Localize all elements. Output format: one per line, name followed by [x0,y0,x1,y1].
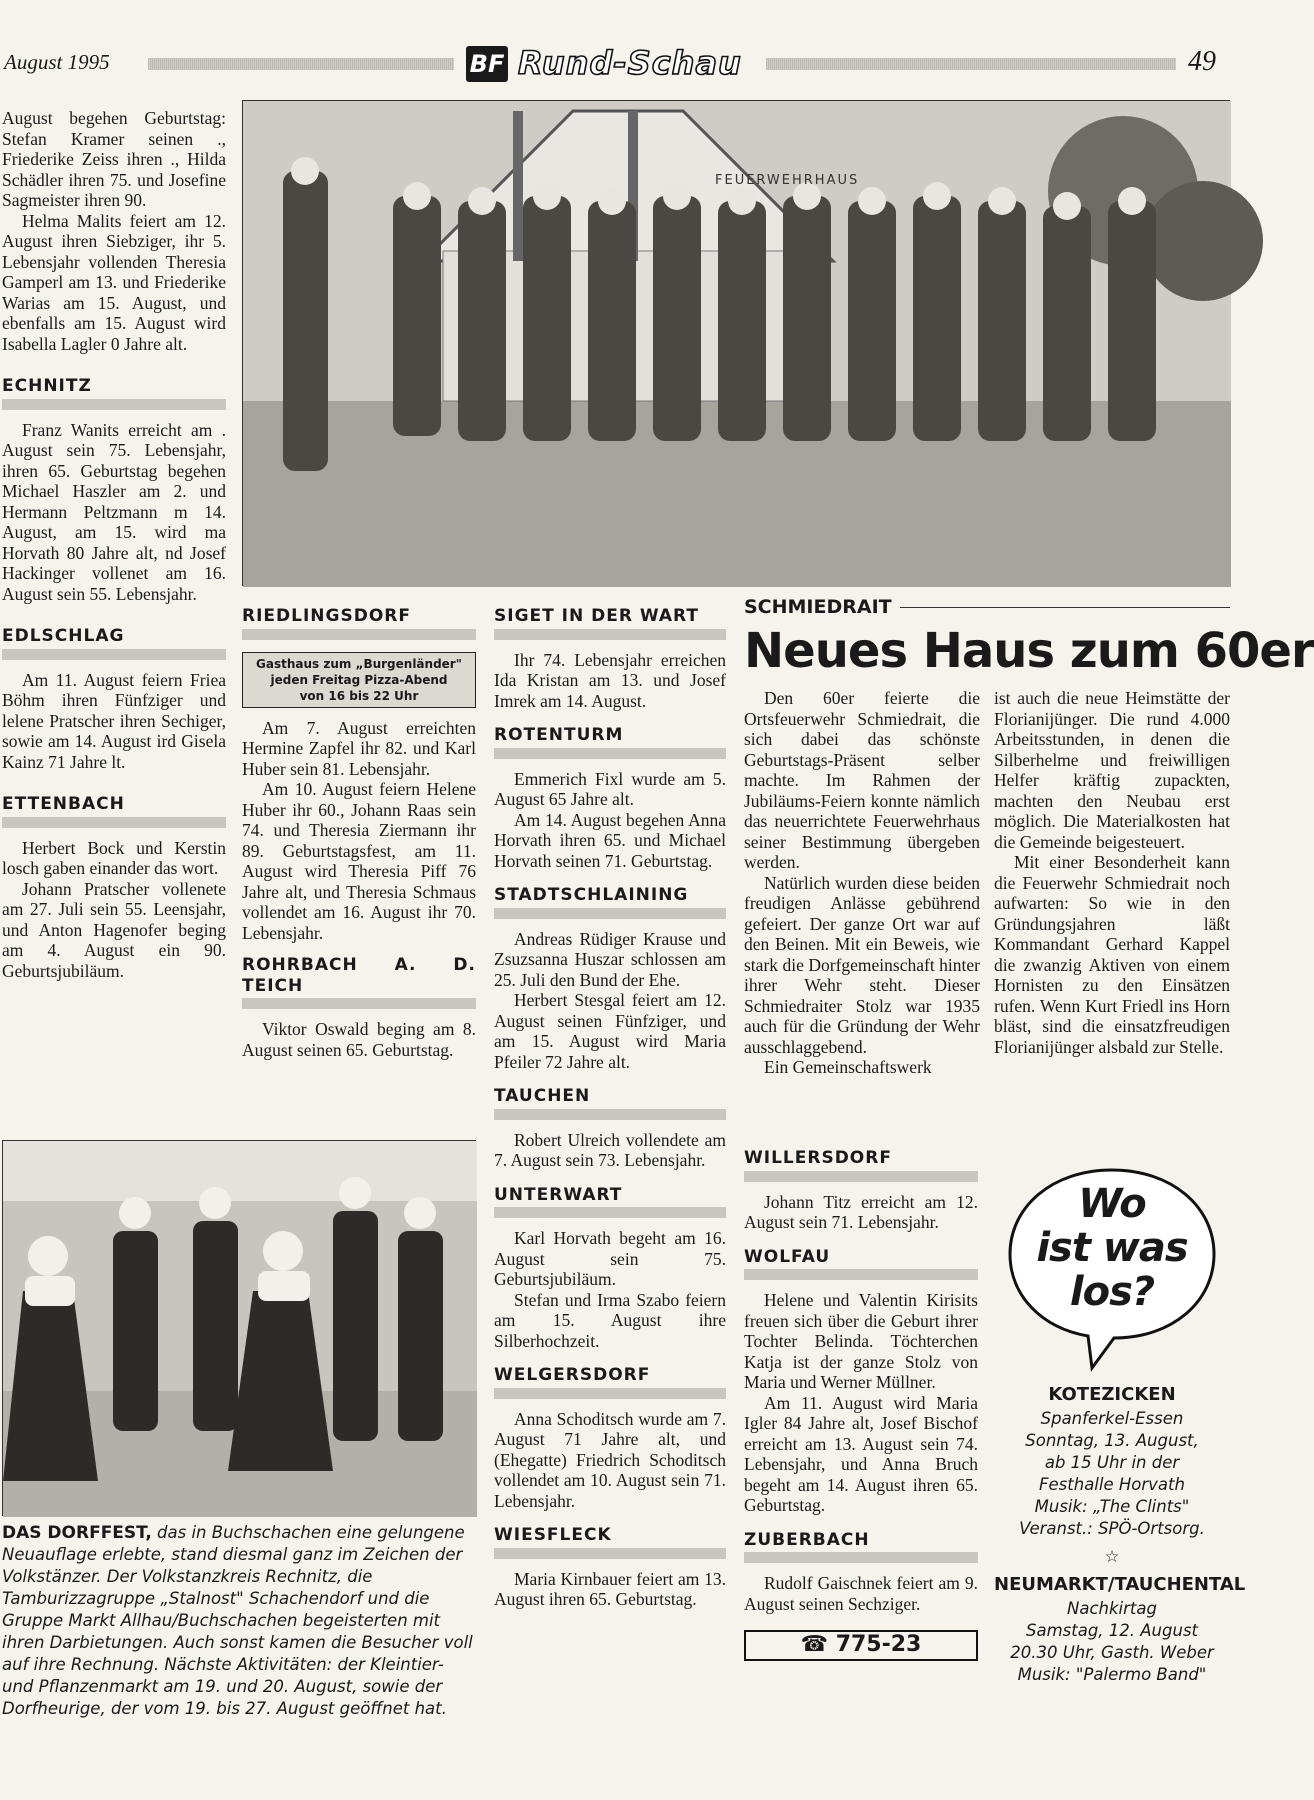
section-heading: ECHNITZ [2,376,226,410]
col3-paragraph: Robert Ulreich vollendete am 7. August sein 73. Lebensjahr. [494,1129,726,1170]
col1-paragraph: Franz Wanits erreicht am . August sein 75. Lebensjahr, ihren 65. Geburtstag begehen Michael Haszler am 2. und Hermann Peltzmann m 14. August, am 15. wird ma Horvath 80 Jahre alt, nd Josef Hackinger vollenet am 16. August sein 55. Lebensjahr. [2,419,226,604]
caption-text: das in Buchschachen eine gelungene Neuauflage erlebte, stand diesmal ganz im Zeichen der Volkstänzer. Der Volkstanzkreis Rechnitz, die Tamburizzagruppe „Stalnost" Schachendorf und die Gruppe Markt Allhau/Buchschachen begeisterten mit ihren Darbietungen. Auch sonst kamen die Besucher voll auf ihre Rechnung. Nächste Aktivitäten: der Kleintier- und Pflanzenmarkt am 19. und 20. August, sowie der Dorfheurige, der vom 19. bis 27. August geöffnet hat. [2,1523,473,1718]
col2-paragraph: Am 7. August erreichten Hermine Zapfel ihr 82. und Karl Huber sein 81. Lebensjahr. [242,717,476,779]
event-line: Musik: „The Clints" [1034,1497,1190,1516]
section-heading: WILLERSDORF [744,1148,978,1182]
event-line: 20.30 Uhr, Gasth. Weber [1010,1643,1214,1662]
column-4 [744,1148,978,1661]
issue-date: August 1995 [4,50,110,74]
folk-dance-illustration [3,1141,477,1517]
col1-paragraph: August begehen Geburtstag: Stefan Kramer seinen ., Friederike Zeiss ihren ., Hilda Schädler ihren 75. und Josefine Sagmeister ihren 90. [2,108,226,210]
feature-paragraph: Ein Gemeinschaftswerk [764,1057,932,1077]
section-heading: ROHRBACH A. D. TEICH [242,955,476,1009]
col4-paragraph: Helene und Valentin Kirisits freuen sich über die Geburt ihrer Tochter Belinda. Töchterchen Katja ist der ganze Stolz von Maria und Werner Müllner. [744,1290,978,1392]
ad-line: jeden Freitag Pizza-Abend [270,672,448,687]
bubble-line: ist was [1036,1225,1188,1271]
feature-paragraph: Mit einer Besonderheit kann die Feuerwehr Schmiedrait noch aufwarten: So wie in den Gründungsjahren läßt Kommandant Gerhard Kappel die zwanzig Aktiven von einem Hornisten zu den Einsätzen rufen. Wenn Kurt Friedl ins Horn bläst, sind die einsatzfreudigen Florianijünger alsbald zur Stelle. [994,852,1230,1057]
masthead-title: Rund-Schau [518,44,742,82]
section-heading: WOLFAU [744,1247,978,1281]
event-title: NEUMARKT/TAUCHENTAL [994,1574,1246,1595]
section-heading: EDLSCHLAG [2,626,226,660]
section-heading: STADTSCHLAINING [494,885,726,919]
col3-paragraph: Andreas Rüdiger Krause und Zsuzsanna Huszar schlossen am 25. Juli den Bund der Ehe. [494,928,726,990]
col3-paragraph: Anna Schoditsch wurde am 7. August 71 Jahre alt, und (Ehegatte) Friedrich Schoditsch vollendet am 10. August sein 71. Lebensjahr. [494,1408,726,1511]
section-heading: ETTENBACH [2,794,226,828]
event-kotezicken [994,1384,1230,1540]
event-title: KOTEZICKEN [1048,1384,1176,1405]
phone-number-box [744,1630,978,1661]
col3-paragraph: Herbert Stesgal feiert am 12. August seinen Fünfziger, und am 15. August wird Maria Pfeiler 72 Jahre alt. [494,990,726,1072]
column-2 [242,606,476,1060]
section-heading: WELGERSDORF [494,1365,726,1399]
phone-number: 775-23 [835,1632,922,1657]
header-rule-left [148,58,454,70]
logo-text: BF [469,50,505,78]
ad-gasthaus [242,652,476,708]
section-heading: ROTENTURM [494,725,726,759]
caption-lead: DAS DORFFEST, [2,1523,152,1543]
event-line: Samstag, 12. August [1025,1621,1199,1640]
phone-icon: ☎ [800,1632,836,1657]
feature-paragraph: ist auch die neue Heimstätte der Florianijünger. Die rund 4.000 Arbeitsstunden, in denen die Silberhelme und freiwilligen Helfer kräftig zupackten, machten den Neubau erst möglich. Die Materialkosten hat die Gemeinde beigesteuert. [994,688,1230,852]
col3-paragraph: Karl Horvath begeht am 16. August sein 75. Geburtsjubiläum. [494,1228,726,1289]
col3-paragraph: Emmerich Fixl wurde am 5. August 65 Jahre alt. [494,768,726,809]
col1-paragraph: Helma Malits feiert am 12. August ihren Siebziger, ihr 5. Lebensjahr vollenden Theresia Gamperl am 13. und Friederike Warias am 15. August, und ebenfalls am 15. August wird Isabella Lagler 0 Jahre alt. [2,210,226,354]
event-line: Festhalle Horvath [1039,1475,1185,1494]
feature-article [744,596,1314,1078]
section-heading: SIGET IN DER WART [494,606,726,640]
ad-line: Gasthaus zum „Burgenländer" [256,656,462,671]
col3-paragraph: Ihr 74. Lebensjahr erreichen Ida Kristan am 13. und Josef Imrek am 14. August. [494,649,726,711]
events-box [994,1162,1246,1686]
feature-col-a [744,688,980,1078]
kicker-rule [900,607,1230,608]
page-header [0,44,1249,88]
section-heading: TAUCHEN [494,1086,726,1120]
column-3 [494,606,726,1610]
feature-kicker-row [744,596,1230,618]
feature-paragraph: Den 60er feierte die Ortsfeuerwehr Schmiedrait, die sich dabei das schönste Geburtstags-Präsent selber machte. Im Rahmen der Jubiläums-Feiern konnte nämlich das neuerrichtete Feuerwehrhaus seiner Bestimmung übergeben werden. [744,688,980,872]
section-heading: ZUBERBACH [744,1530,978,1564]
ad-line: von 16 bis 22 Uhr [299,688,419,703]
col1-paragraph: Am 11. August feiern Friea Böhm ihren Fünfziger und lelene Pratscher ihren Sechiger, sowie am 14. August ird Gisela Kainz 71 Jahre lt. [2,669,226,772]
section-heading: WIESFLECK [494,1525,726,1559]
col4-paragraph: Am 11. August wird Maria Igler 84 Jahre alt, Josef Bischof erreicht am 13. August sein 74. Lebensjahr, und Anna Bruch begeht am 14. August ihren 65. Geburtstag. [744,1392,978,1515]
col3-paragraph: Maria Kirnbauer feiert am 13. August ihren 65. Geburtstag. [494,1568,726,1609]
col4-paragraph: Rudolf Gaischnek feiert am 9. August seinen Sechziger. [744,1573,978,1614]
header-rule-right [766,58,1176,70]
col3-paragraph: Stefan und Irma Szabo feiern am 15. August ihre Silberhochzeit. [494,1289,726,1351]
event-line: Veranst.: SPÖ-Ortsorg. [1019,1519,1205,1538]
photo-sign-text: FEUERWEHRHAUS [715,173,860,188]
column-1 [2,108,226,981]
section-heading: UNTERWART [494,1185,726,1219]
masthead-logo [466,46,508,82]
col2-paragraph: Viktor Oswald beging am 8. August seinen 65. Geburtstag. [242,1019,476,1060]
feature-col-b [994,688,1230,1078]
fire-brigade-photo [242,100,1230,586]
col2-paragraph: Am 10. August feiern Helene Huber ihr 60., Johann Raas sein 74. und Theresia Ziermann ihr 89. Geburtstagsfest, am 11. August wird Theresia Piff 76 Jahre alt, und Theresia Schmaus vollendet am 16. August ihr 70. Lebensjahr. [242,779,476,943]
col4-paragraph: Johann Titz erreicht am 12. August sein 71. Lebensjahr. [744,1191,978,1232]
photo-caption [2,1522,476,1720]
bubble-text [1002,1182,1222,1314]
event-line: Nachkirtag [1067,1599,1157,1618]
event-line: Musik: "Palermo Band" [1017,1665,1207,1684]
col1-paragraph: Johann Pratscher vollenete am 27. Juli sein 55. Leensjahr, und Anton Hagenofer beging am 4. August ein 90. Geburtsjubiläum. [2,878,226,981]
feature-headline: Neues Haus zum 60er [744,623,1314,679]
bubble-line: los? [1069,1269,1155,1315]
page-number: 49 [1188,46,1216,77]
col3-paragraph: Am 14. August begehen Anna Horvath ihren 65. und Michael Horvath seinen 71. Geburtstag. [494,809,726,871]
feature-kicker: SCHMIEDRAIT [744,596,892,618]
event-neumarkt [994,1574,1246,1686]
star-separator-icon: ☆ [1104,1547,1120,1566]
feature-body [744,688,1230,1078]
section-heading: RIEDLINGSDORF [242,606,476,640]
event-line: Spanferkel-Essen [1040,1409,1184,1428]
feature-paragraph: Natürlich wurden diese beiden freudigen Anlässe gebührend gefeiert. Der ganze Ort war auf den Beinen. Mit ein Beweis, wie stark die Dorfgemeinschaft hinter ihrer Wehr steht. Dieser Schmiedraiter Stolz war 1935 auch für die Gründung der Wehr ausschlaggebend. [744,872,980,1057]
bubble-line: Wo [1078,1181,1146,1227]
event-line: Sonntag, 13. August, [1025,1431,1199,1450]
col1-paragraph: Herbert Bock und Kerstin losch gaben einander das wort. [2,837,226,878]
folk-dance-photo [2,1140,476,1516]
speech-bubble [1002,1162,1222,1372]
event-line: ab 15 Uhr in der [1044,1453,1180,1472]
